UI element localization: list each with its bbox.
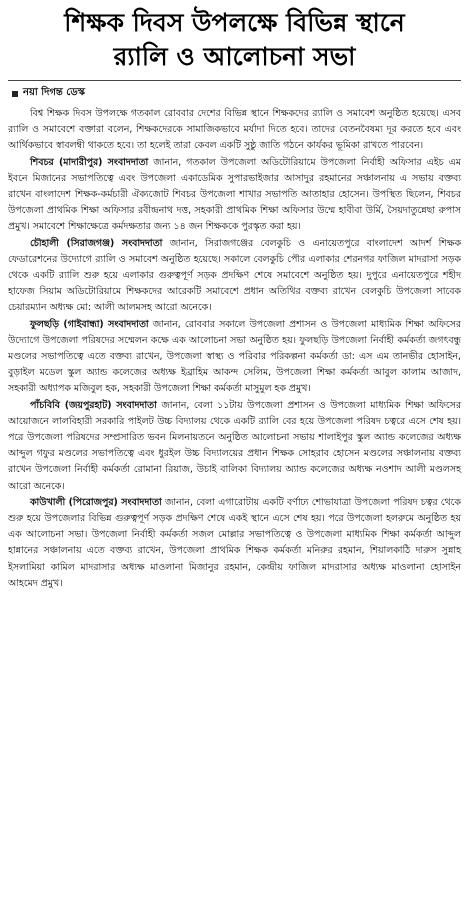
- dateline: ফুলছড়ি (গাইবান্ধা) সংবাদদাতা: [30, 318, 149, 330]
- paragraph-shibchar: [8, 155, 461, 236]
- paragraph-text: জানান, বেলা এগারোটায় একটি বর্ণাঢ্য শোভাযাত্রা উপজেলা পরিষদ চত্বর থেকে শুরু হয়ে উপজেলার বিভিন্ন গুরুত্বপূর্ণ সড়ক প্রদক্ষিণ শেষে একই স্থানে এসে শেষ হয়। পরে উপজেলা হলরুমে অনুষ্ঠিত হয় এক আলোচনা সভা। উপজেলা নির্বাহী কর্মকর্তা সজল মোল্লার সভাপতিত্বে ও উপজেলা মাধ্যমিক শিক্ষা কর্মকর্তা আব্দুল হান্নানের সঞ্চালনায় এতে বক্তব্য রাখেন, উপজেলা প্রাথমিক শিক্ষক কর্মকর্তা মনিরুর রহমান, শিয়ালকাঠি দারুস সুন্নাহ ইসলামিয়া কামিল মাদরাসার অধ্যক্ষ মাওলানা মিজানুর রহমান, কেন্দ্রীয় ফাজিল মাদরাসার অধ্যক্ষ মাওলানা হোসাইন আহমেদ প্রমুখ।: [8, 496, 461, 589]
- article-headline: [8, 6, 461, 74]
- paragraph-intro: [8, 106, 461, 155]
- dateline: পাঁচবিবি (জয়পুরহাট) সংবাদদাতা: [30, 399, 157, 411]
- paragraph-panchbibi: [8, 398, 461, 495]
- headline-line-1: শিক্ষক দিবস উপলক্ষে বিভিন্ন স্থানে: [64, 8, 405, 37]
- paragraph-text: জানান, গতকাল উপজেলা অডিটোরিয়ামে উপজেলা নির্বাহী অফিসার এইচ এম ইবনে মিজানের সভাপতিত্বে এবং উপজেলা একাডেমিক সুপারভাইজার আসাদুর রহমানের সঞ্চালনায় এ সভায় বক্তব্য রাখেন বাংলাদেশ শিক্ষক-কর্মচারী ঐক্যজোট শিবচর উপজেলা শাখার সভাপতি আতাহার হোসেন। উপস্থিত ছিলেন, শিবচর উপজেলা প্রাথমিক শিক্ষা অফিসার রবীন্দ্রনাথ দত্ত, সহকারী প্রাথমিক শিক্ষা অফিসার উম্মে হাবীবা উর্মি, সৈয়দাতুন্নেছা রুপাস প্রমুখ। সমাবেশে শিক্ষাক্ষেত্রে কর্মদক্ষতার জন্য ১৪ জন শিক্ষককে পুরস্কৃত করা হয়।: [8, 156, 461, 233]
- byline-text: নয়া দিগন্ত ডেস্ক: [23, 87, 85, 98]
- paragraph-text: জানান, রোববার সকালে উপজেলা প্রশাসন ও উপজেলা মাধ্যমিক শিক্ষা অফিসের উদ্যোগে উপজেলা পরিষদের সম্মেলন কক্ষে এক আলোচনা সভা অনুষ্ঠিত হয়। ফুলছড়ি উপজেলা নির্বাহী কর্মকর্তা জগৎবন্ধু মণ্ডলের সভাপতিত্বে এতে বক্তব্য রাখেন, উপজেলা স্বাস্থ্য ও পরিবার পরিকল্পনা কর্মকর্তা ডা: এস এম তানভীর হোসাইন, বুড়াইল মডেল স্কুল অ্যান্ড কলেজের অধ্যক্ষ ইব্রাহিম আকন্দ সেলিম, উপজেলা শিক্ষা কর্মকর্তা আবুল কালাম আজাদ, সহকারী অধ্যাপক মজিবুল হক, সহকারী উপজেলা শিক্ষা কর্মকর্তা মাসুমুল হক প্রমুখ।: [8, 318, 462, 395]
- paragraph-text: জানান, বেলা ১১টায় উপজেলা প্রশাসন ও উপজেলা মাধ্যমিক শিক্ষা অফিসের আয়োজনে লালবিহারী সরকারি পাইলট উচ্চ বিদ্যালয় থেকে একটি র‍্যালি বের হয়ে উপজেলা পরিষদ চত্বরে এসে শেষ হয়। পরে উপজেলা পরিষদের সম্প্রসারিত ভবন মিলনায়তনে অনুষ্ঠিত আলোচনা সভায় শালাইপুর স্কুল অ্যান্ড কলেজের অধ্যক্ষ আব্দুল গফুর মণ্ডলের সভাপতিত্বে এবং ধুরইল উচ্চ বিদ্যালয়ের প্রধান শিক্ষক সোহরাব হোসেন মণ্ডলের সঞ্চালনায় বক্তব্য রাখেন উপজেলা নির্বাহী কর্মকর্তা রোমানা রিয়াজ, উচাই বালিকা বিদ্যালয় অ্যান্ড কলেজের অধ্যক্ষ নওশাদ আলী মণ্ডলসহ আরো অনেকে।: [8, 399, 461, 492]
- paragraph-phulchhari: [8, 317, 461, 398]
- square-bullet-icon: [12, 91, 18, 97]
- byline: [12, 85, 461, 102]
- dateline: চৌহালী (সিরাজগঞ্জ) সংবাদদাতা: [30, 237, 163, 249]
- paragraph-kawkhali: [8, 495, 461, 592]
- headline-line-2: র‍্যালি ও আলোচনা সভা: [113, 42, 356, 71]
- paragraph-text: জানান, সিরাজগঞ্জের বেলকুচি ও এনায়েতপুরে বাংলাদেশ আদর্শ শিক্ষক ফেডারেশনের উদ্যোগে র‍্যালি ও সমাবেশ অনুষ্ঠিত হয়েছে। সকালে বেলকুচি পৌর এলাকার শেরনগর ফাজিল মাদরাসা সড়ক থেকে একটি র‍্যালি শুরু হয়ে এলাকার গুরুত্বপূর্ণ সড়ক প্রদক্ষিণ শেষে সমাবেশে অনুষ্ঠিত হয়। দুপুরে এনায়েতপুরে শহীদ হাফেজ সিয়াম অডিটোরিয়ামে শিক্ষকদের আরেকটি সমাবেশে প্রধান অতিথির বক্তব্য রাখেন বেলকুচি উপজেলা সাবেক চেয়ারম্যান অধ্যক্ষ মো: আলী আলমসহ আরো অনেকে।: [8, 237, 461, 314]
- headline-divider: [8, 80, 461, 81]
- dateline: শিবচর (মাদারীপুর) সংবাদদাতা: [30, 156, 149, 168]
- article-body: [8, 106, 461, 592]
- paragraph-text: বিশ্ব শিক্ষক দিবস উপলক্ষে গতকাল রোববার দেশের বিভিন্ন স্থানে শিক্ষকদের র‍্যালি ও সমাবেশ অনুষ্ঠিত হয়েছে। এসব র‍্যালি ও সমাবেশে বক্তারা বলেন, শিক্ষকদেরকে সামাজিকভাবে মর্যাদা দিতে হবে। তাদের বেতনবৈষম্য দূর করতে হবে এবং আর্থিকভাবে স্বাবলম্বী থাকতে হবে। তা হলেই তারা কেবল একটি সুষ্ঠু জাতি গঠনে কার্যকর ভূমিকা রাখতে পারবেন।: [8, 108, 461, 152]
- paragraph-chauhali: [8, 236, 461, 317]
- dateline: কাউখালী (পিরোজপুর) সংবাদদাতা: [30, 496, 162, 508]
